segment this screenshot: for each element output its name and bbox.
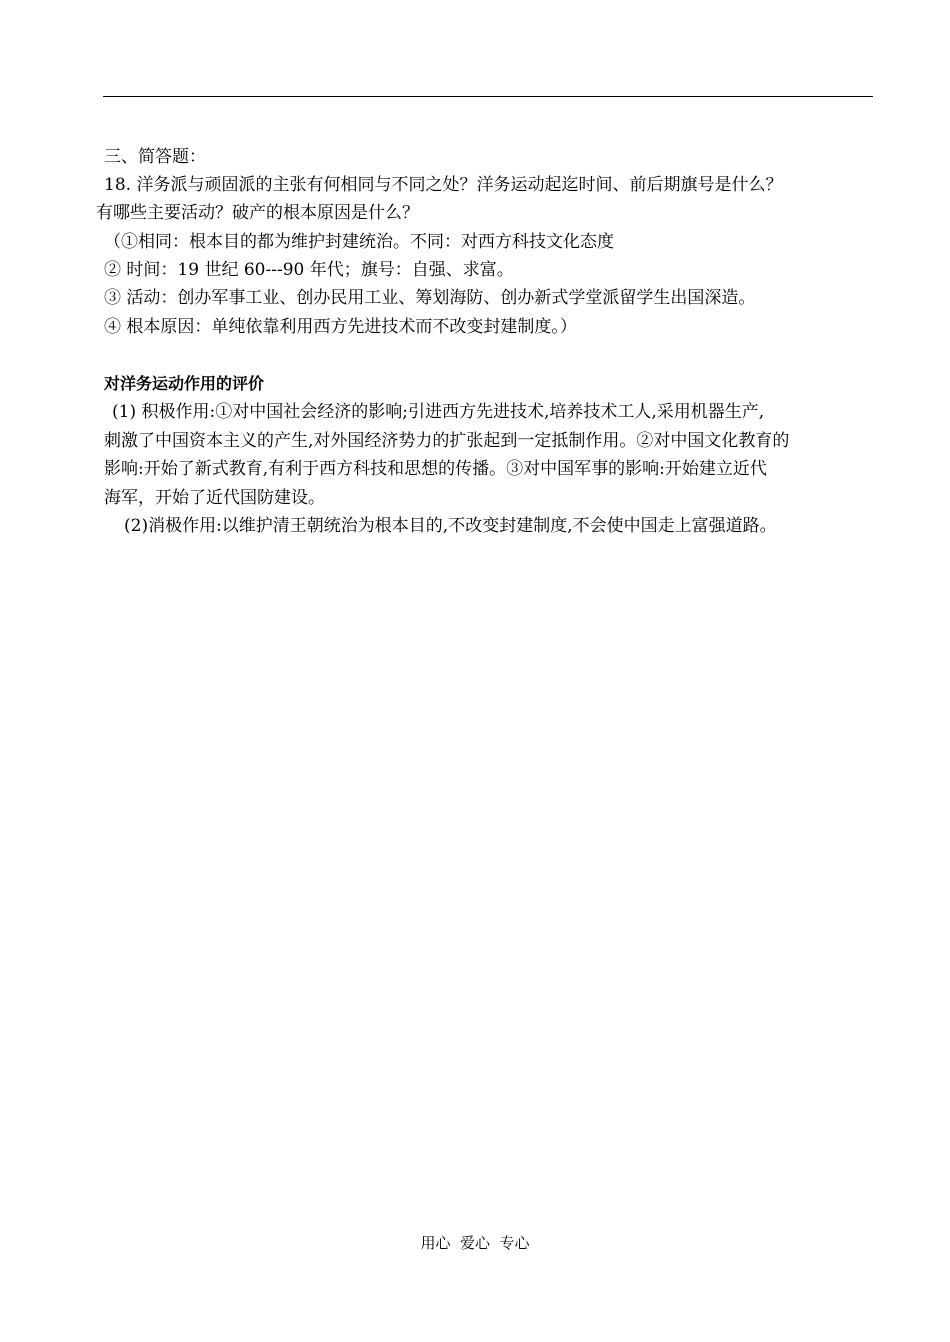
section-title: 三、简答题： — [104, 147, 206, 167]
evaluation-p2-line-1: (2)消极作用:以维护清王朝统治为根本目的,不改变封建制度,不会使中国走上富强道路。 — [124, 516, 777, 536]
page-footer: 用心 爱心 专心 — [420, 1234, 530, 1252]
evaluation-p1-line-2: 刺激了中国资本主义的产生,对外国经济势力的扩张起到一定抵制作用。②对中国文化教育的 — [104, 431, 790, 451]
question-line-2: 有哪些主要活动？破产的根本原因是什么？ — [96, 203, 419, 223]
evaluation-p1-line-1: (1) 积极作用:①对中国社会经济的影响;引进西方先进技术,培养技术工人,采用机器生产, — [112, 402, 765, 422]
evaluation-p1-line-4: 海军，开始了近代国防建设。 — [104, 488, 325, 508]
answer-line-3: ③ 活动：创办军事工业、创办民用工业、筹划海防、创办新式学堂派留学生出国深造。 — [104, 288, 756, 308]
evaluation-heading: 对洋务运动作用的评价 — [104, 374, 265, 393]
header-rule — [103, 96, 873, 97]
answer-line-2: ② 时间：19 世纪 60---90 年代；旗号：自强、求富。 — [104, 260, 514, 280]
evaluation-p1-line-3: 影响:开始了新式教育,有利于西方科技和思想的传播。③对中国军事的影响:开始建立近代 — [104, 459, 767, 479]
question-line-1: 18. 洋务派与顽固派的主张有何相同与不同之处？洋务运动起迄时间、前后期旗号是什么？ — [104, 175, 783, 195]
answer-line-4: ④ 根本原因：单纯依靠利用西方先进技术而不改变封建制度。） — [104, 317, 577, 337]
answer-line-1: （①相同：根本目的都为维护封建统治。不同：对西方科技文化态度 — [104, 232, 614, 252]
